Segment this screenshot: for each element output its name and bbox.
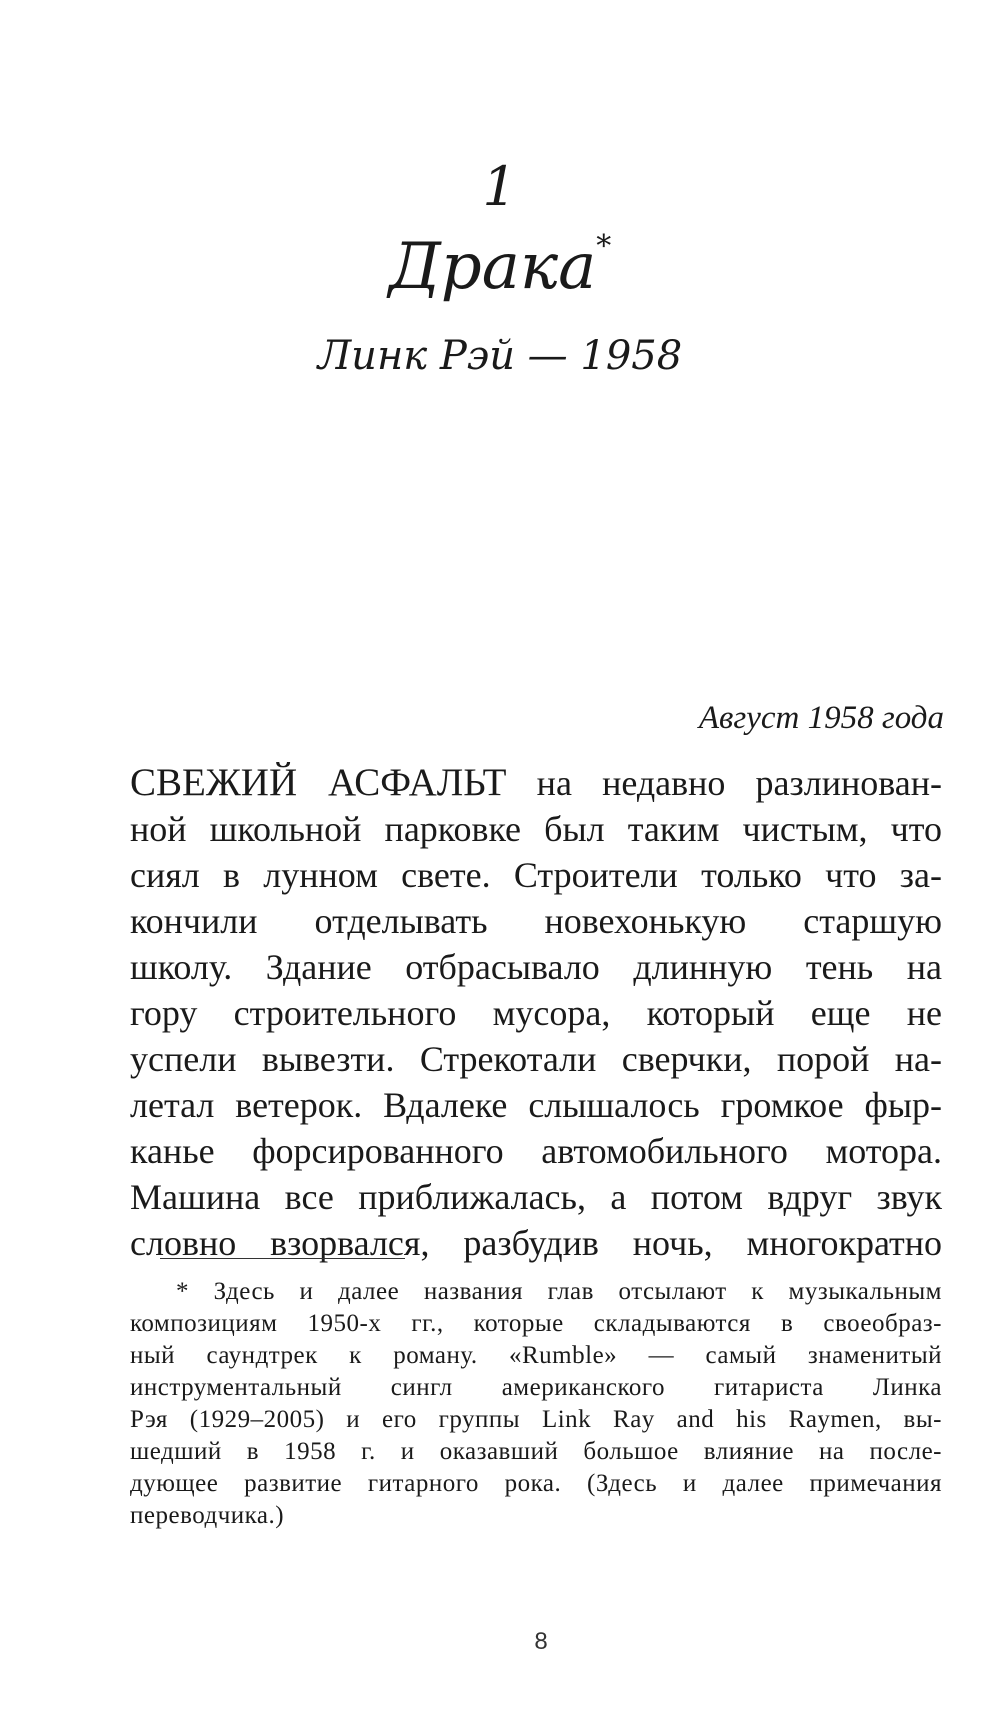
chapter-title-block — [0, 229, 1000, 304]
body-line: канье форсированного автомобильного мотора. — [130, 1131, 942, 1171]
body-line: кончили отделывать новехонькую старшую — [130, 901, 942, 941]
footnote — [130, 1276, 942, 1532]
body-line: успели вывезти. Стрекотали сверчки, порой на- — [130, 1039, 942, 1079]
footnote-line: инструментальный сингл американского гитариста Линка — [130, 1374, 942, 1401]
body-line: словно взорвался, разбудив ночь, многократно — [130, 1223, 942, 1263]
body-text — [130, 760, 942, 1266]
footnote-line: дующее развитие гитарного рока. (Здесь и далее примечания — [130, 1470, 942, 1497]
lead-words: СВЕЖИЙ АСФАЛЬТ — [130, 761, 507, 804]
footnote-divider — [160, 1258, 405, 1259]
body-line: гору строительного мусора, который еще не — [130, 993, 942, 1033]
page-number: 8 — [534, 1628, 548, 1655]
footnote-line: ный саундтрек к роману. «Rumble» — самый знаменитый — [130, 1342, 942, 1369]
body-line — [130, 760, 942, 806]
footnote-line: * Здесь и далее названия глав отсылают к музыкальным — [176, 1278, 942, 1305]
body-line: Машина все приближалась, а потом вдруг звук — [130, 1177, 942, 1217]
body-line-rest: на недавно разлинован- — [536, 763, 942, 803]
footnote-line: переводчика.) — [130, 1502, 285, 1529]
body-line: сиял в лунном свете. Строители только что за- — [130, 855, 942, 895]
body-line: школу. Здание отбрасывало длинную тень на — [130, 947, 942, 987]
body-line: летал ветерок. Вдалеке слышалось громкое фыр- — [130, 1085, 942, 1125]
footnote-marker: * — [596, 229, 612, 264]
chapter-number: 1 — [482, 155, 518, 218]
date-line: Август 1958 года — [698, 700, 944, 736]
footnote-line: композициям 1950-х гг., которые складываются в своеобраз- — [130, 1310, 942, 1337]
footnote-line: Рэя (1929–2005) и его группы Link Ray and his Raymen, вы- — [130, 1406, 942, 1433]
footnote-line: шедший в 1958 г. и оказавший большое влияние на после- — [130, 1438, 942, 1465]
chapter-subtitle: Линк Рэй — 1958 — [317, 333, 683, 379]
chapter-title: Драка — [388, 230, 597, 304]
body-line: ной школьной парковке был таким чистым, что — [130, 809, 942, 849]
